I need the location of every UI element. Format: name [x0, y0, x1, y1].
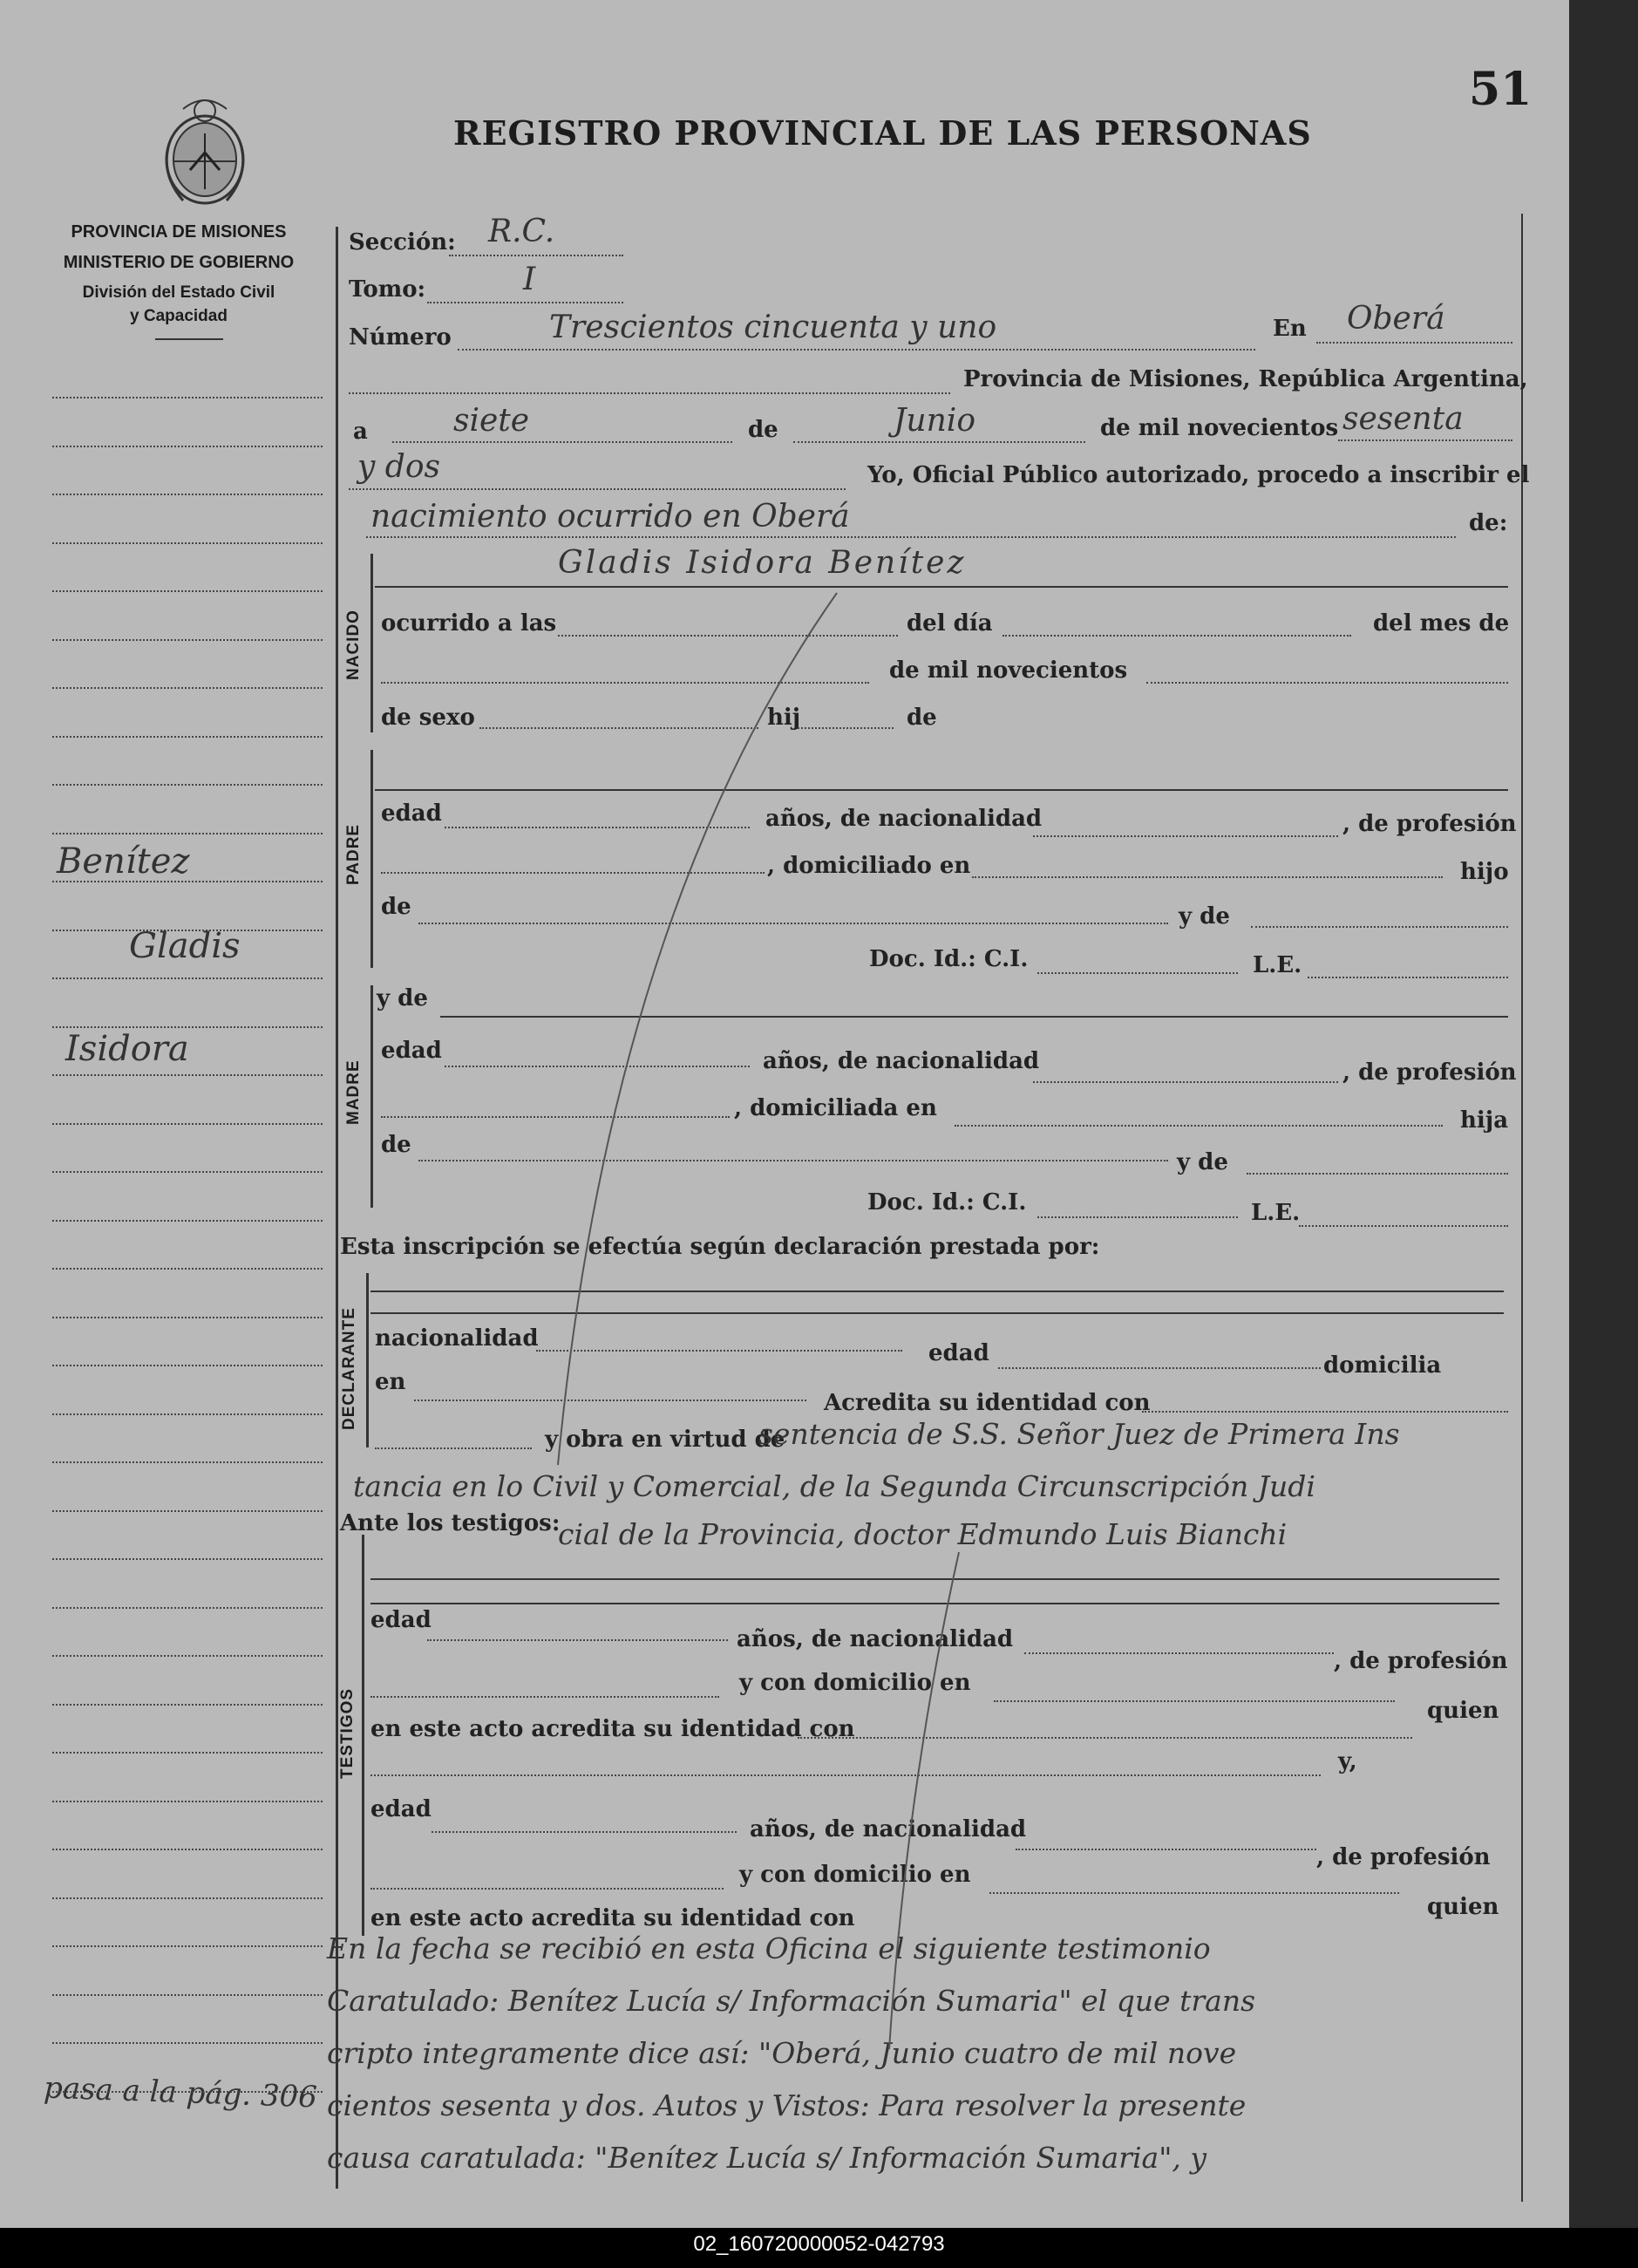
- sentencia-line-3: cial de la Provincia, doctor Edmundo Luis Bianchi: [558, 1517, 1288, 1551]
- margin-pasa-note: pasa a la pág. 306: [43, 2070, 318, 2115]
- nacido-mil: de mil novecientos: [889, 657, 1128, 684]
- note-line-2: Caratulado: Benítez Lucía s/ Información Sumaria" el que trans: [327, 1984, 1256, 2018]
- nacido-ocurrido: ocurrido a las: [381, 610, 557, 637]
- footer-code: 02_160720000052-042793: [693, 2232, 945, 2256]
- anio-value: sesenta: [1342, 401, 1464, 437]
- ministry-name: MINISTERIO DE GOBIERNO: [63, 253, 295, 272]
- en-label: En: [1273, 316, 1307, 342]
- margin-line: [52, 1897, 323, 1899]
- note-line-3: cripto integramente dice así: "Oberá, Junio cuatro de mil nove: [327, 2036, 1237, 2070]
- madre-edad: edad: [381, 1038, 442, 1064]
- margin-line: [52, 1801, 323, 1802]
- padre-profesion: , de profesión: [1342, 811, 1517, 837]
- testigo1-y: y,: [1338, 1748, 1357, 1774]
- seccion-label: Sección:: [349, 229, 456, 255]
- margin-line: [52, 1558, 323, 1560]
- margin-line: [52, 833, 323, 834]
- declarante-domicilia: domicilia: [1323, 1352, 1442, 1379]
- numero-label: Número: [349, 324, 452, 351]
- testigo2-quien: quien: [1427, 1894, 1499, 1920]
- sentencia-line-2: tancia en lo Civil y Comercial, de la Segunda Circunscripción Judi: [353, 1469, 1315, 1503]
- margin-line: [52, 1510, 323, 1512]
- testigo2-anios: años, de nacionalidad: [750, 1816, 1027, 1842]
- nombre-value: Gladis Isidora Benítez: [558, 545, 967, 581]
- margin-line: [52, 590, 323, 592]
- padre-domiciliado: , domiciliado en: [767, 853, 971, 879]
- province-name: PROVINCIA DE MISIONES: [71, 222, 287, 242]
- dia-value: siete: [453, 403, 530, 439]
- madre-y-de: y de: [1177, 1149, 1228, 1175]
- margin-line: [52, 1171, 323, 1173]
- sentencia-line-1: sentencia de S.S. Señor Juez de Primera Ins: [758, 1417, 1400, 1451]
- margin-nombre-2: Isidora: [65, 1029, 189, 1069]
- nacido-sexo: de sexo: [381, 705, 475, 731]
- madre-hija: hija: [1460, 1107, 1509, 1134]
- margin-line: [52, 2091, 323, 2093]
- mil-label: de mil novecientos: [1100, 415, 1339, 441]
- declarante-edad: edad: [928, 1340, 989, 1366]
- note-line-4: cientos sesenta y dos. Autos y Vistos: Para resolver la presente: [327, 2088, 1247, 2122]
- margin-line: [52, 1220, 323, 1222]
- declarante-section-label: DECLARANTE: [340, 1307, 358, 1430]
- testigo2-acredita: en este acto acredita su identidad con: [370, 1905, 855, 1931]
- margin-line: [52, 1655, 323, 1657]
- madre-de: de: [381, 1132, 411, 1158]
- margin-line: [52, 1365, 323, 1366]
- book-binding: [1569, 0, 1638, 2228]
- a-label: a: [353, 419, 368, 445]
- madre-y-de-top: y de: [377, 985, 428, 1011]
- tomo-label: Tomo:: [349, 276, 426, 303]
- padre-section-label: PADRE: [344, 823, 363, 885]
- margin-line: [52, 1849, 323, 1850]
- margin-line: [52, 687, 323, 689]
- testigos-section-label: TESTIGOS: [338, 1687, 357, 1779]
- testigo1-quien: quien: [1427, 1698, 1499, 1724]
- nacido-section-label: NACIDO: [344, 610, 363, 680]
- margin-line: [52, 1317, 323, 1318]
- provincia-text: Provincia de Misiones, República Argentina,: [963, 366, 1528, 392]
- margin-line: [52, 1704, 323, 1706]
- margin-line: [52, 1268, 323, 1270]
- testigo2-profesion: , de profesión: [1316, 1844, 1491, 1870]
- en-value: Oberá: [1347, 301, 1445, 337]
- mes-value: Junio: [894, 403, 975, 439]
- margin-line: [52, 446, 323, 447]
- margin-line: [52, 397, 323, 398]
- margin-apellido: Benítez: [57, 841, 190, 882]
- testigo1-domicilio: y con domicilio en: [739, 1670, 971, 1696]
- declarante-en: en: [375, 1369, 406, 1395]
- tomo-value: I: [523, 262, 536, 297]
- nacido-hij: hij: [767, 705, 801, 731]
- testigos-ante: Ante los testigos:: [340, 1510, 561, 1536]
- madre-anios: años, de nacionalidad: [763, 1048, 1040, 1074]
- testigo1-acredita: en este acto acredita su identidad con: [370, 1716, 855, 1742]
- margin-line: [52, 639, 323, 641]
- page-title: REGISTRO PROVINCIAL DE LAS PERSONAS: [453, 113, 1312, 153]
- margin-line: [52, 784, 323, 786]
- madre-domiciliada: , domiciliada en: [734, 1095, 937, 1121]
- margin-line: [52, 494, 323, 495]
- margin-line: [52, 1123, 323, 1125]
- testigo2-edad: edad: [370, 1796, 432, 1822]
- oficial-text: Yo, Oficial Público autorizado, procedo a inscribir el: [867, 462, 1530, 488]
- page-number: 51: [1469, 63, 1533, 116]
- testigo1-edad: edad: [370, 1607, 432, 1633]
- padre-edad: edad: [381, 800, 442, 827]
- note-line-1: En la fecha se recibió en esta Oficina el siguiente testimonio: [327, 1931, 1211, 1965]
- margin-nombre-1: Gladis: [129, 926, 241, 966]
- margin-line: [52, 1026, 323, 1028]
- declarante-obra: y obra en virtud de: [545, 1427, 785, 1453]
- de-colon: de:: [1469, 510, 1508, 536]
- nacido-del-mes: del mes de: [1373, 610, 1510, 637]
- division-name-2: y Capacidad: [130, 307, 228, 325]
- note-line-5: causa caratulada: "Benítez Lucía s/ Información Sumaria", y: [327, 2141, 1206, 2175]
- margin-line: [52, 1945, 323, 1947]
- padre-de: de: [381, 894, 411, 920]
- padre-y-de: y de: [1179, 903, 1230, 930]
- padre-anios: años, de nacionalidad: [765, 806, 1043, 832]
- margin-line: [52, 2042, 323, 2044]
- nacimiento-value: nacimiento ocurrido en Oberá: [370, 499, 850, 535]
- seccion-value: R.C.: [488, 214, 555, 249]
- anio-value-2: y dos: [357, 449, 440, 485]
- declarante-intro: Esta inscripción se efectúa según declaración prestada por:: [340, 1234, 1100, 1260]
- madre-doc: Doc. Id.: C.I.: [867, 1189, 1027, 1216]
- madre-profesion: , de profesión: [1342, 1059, 1517, 1086]
- margin-line: [52, 930, 323, 931]
- numero-value: Trescientos cincuenta y uno: [549, 310, 997, 345]
- margin-line: [52, 1994, 323, 1996]
- madre-le: L.E.: [1251, 1200, 1301, 1226]
- declarante-acredita: Acredita su identidad con: [824, 1390, 1151, 1416]
- margin-line: [52, 542, 323, 544]
- margin-line: [52, 1461, 323, 1463]
- margin-line: [52, 881, 323, 882]
- testigo1-anios: años, de nacionalidad: [737, 1626, 1014, 1652]
- margin-line: [52, 1074, 323, 1076]
- padre-doc: Doc. Id.: C.I.: [869, 946, 1029, 972]
- margin-line: [52, 1752, 323, 1754]
- testigo1-profesion: , de profesión: [1334, 1648, 1508, 1674]
- declarante-nacionalidad: nacionalidad: [375, 1325, 539, 1352]
- padre-le: L.E.: [1253, 952, 1302, 978]
- margin-line: [52, 1607, 323, 1609]
- de-label: de: [748, 417, 778, 443]
- testigo2-domicilio: y con domicilio en: [739, 1862, 971, 1888]
- padre-hijo: hijo: [1460, 859, 1509, 885]
- margin-line: [52, 736, 323, 738]
- margin-line: [52, 1413, 323, 1415]
- nacido-del-dia: del día: [907, 610, 993, 637]
- nacido-de: de: [907, 705, 937, 731]
- division-name: División del Estado Civil: [82, 283, 275, 302]
- margin-line: [52, 977, 323, 979]
- madre-section-label: MADRE: [344, 1059, 363, 1125]
